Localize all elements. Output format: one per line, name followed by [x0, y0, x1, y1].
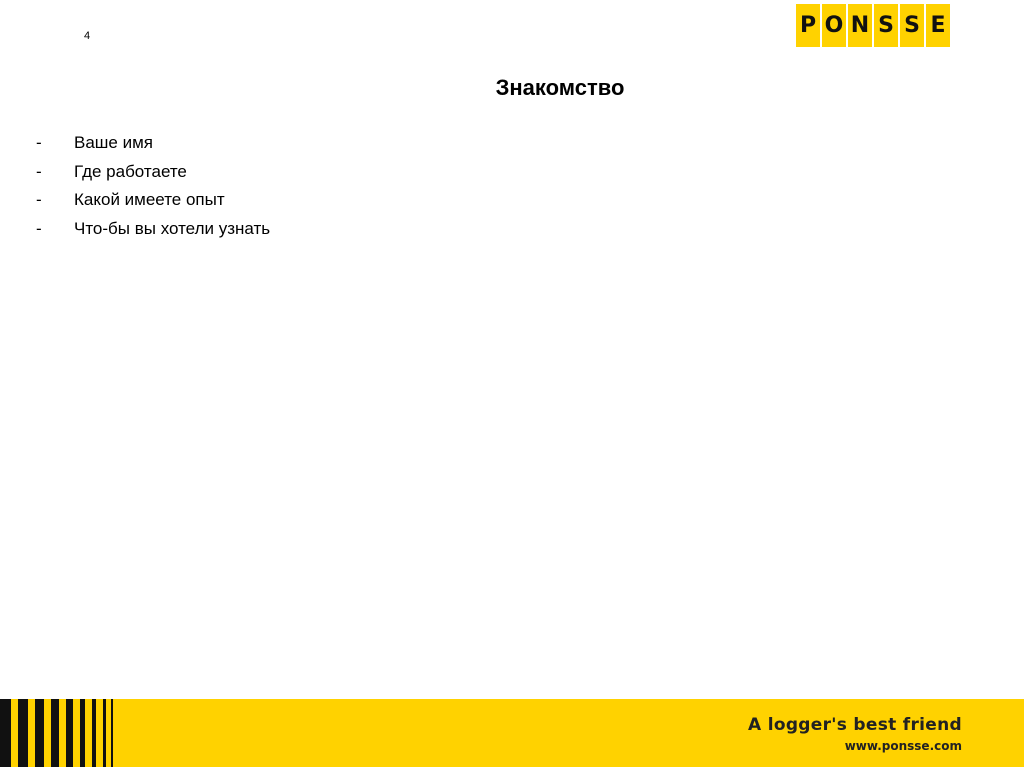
bullet-text: Что-бы вы хотели узнать	[74, 218, 271, 238]
stripe	[66, 699, 73, 767]
logo-letter: O	[822, 4, 846, 47]
stripe	[18, 699, 28, 767]
stripe	[111, 699, 113, 767]
stripe	[80, 699, 85, 767]
bullet-dash: -	[36, 133, 42, 152]
stripe	[51, 699, 59, 767]
stripe	[0, 699, 11, 767]
logo-letter: N	[848, 4, 872, 47]
bullet-text: Какой имеете опыт	[74, 190, 225, 209]
bullet-dash: -	[36, 161, 42, 181]
logo-letter: S	[900, 4, 924, 47]
list-item	[36, 218, 270, 247]
stripe	[103, 699, 106, 767]
logo-letter: E	[926, 4, 950, 47]
footer-tagline: A logger's best friend	[748, 715, 962, 735]
bullet-text: Где работаете	[74, 161, 187, 181]
page-number: 4	[84, 30, 91, 42]
bullet-dash: -	[36, 218, 42, 238]
bullet-list	[36, 132, 270, 246]
stripe	[35, 699, 44, 767]
bullet-text: Ваше имя	[74, 133, 153, 152]
list-item	[36, 132, 270, 161]
logo-letter: S	[874, 4, 898, 47]
slide-title: Знакомство	[495, 75, 625, 100]
bullet-dash: -	[36, 190, 42, 209]
footer-bar	[0, 699, 1024, 767]
footer-website: www.ponsse.com	[844, 739, 962, 753]
stripe	[92, 699, 96, 767]
list-item	[36, 161, 270, 190]
ponsse-logo	[796, 4, 950, 47]
list-item	[36, 189, 270, 218]
logo-letter: P	[796, 4, 820, 47]
